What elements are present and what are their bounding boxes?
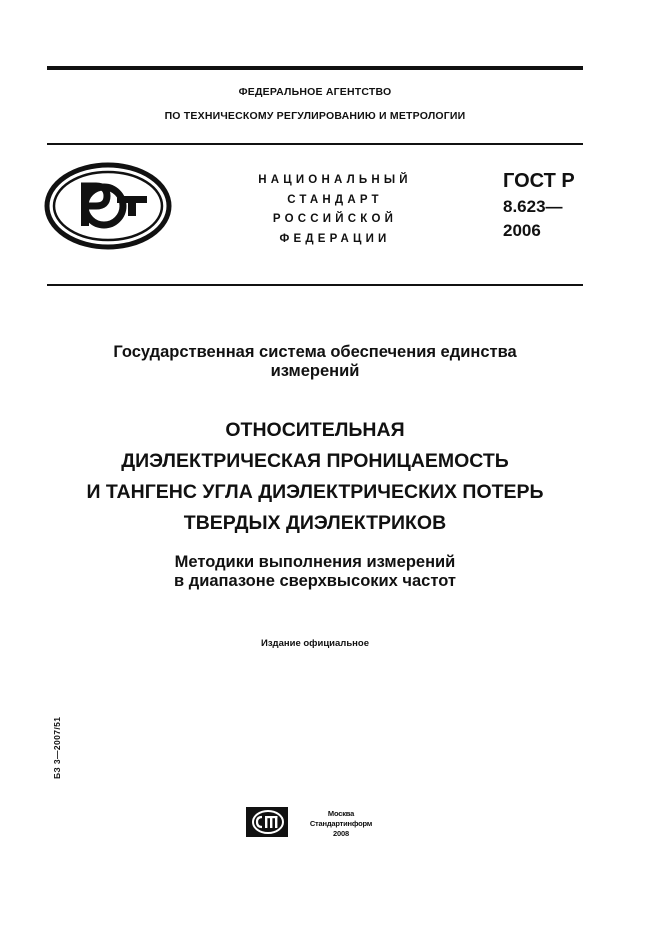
body-rule <box>47 284 583 286</box>
document-subtitle <box>47 553 583 591</box>
header-rule <box>47 143 583 145</box>
rst-certification-emblem-icon <box>44 162 172 250</box>
subtitle-line-1: Методики выполнения измерений <box>174 553 456 571</box>
series-line-2: измерений <box>270 362 360 380</box>
standard-code-line-2: 8.623— <box>503 197 563 216</box>
national-line-1: НАЦИОНАЛЬНЫЙ <box>258 174 412 186</box>
publisher-year: 2008 <box>333 829 349 838</box>
title-line-4: ТВЕРДЫХ ДИЭЛЕКТРИКОВ <box>183 512 447 534</box>
top-rule <box>47 66 583 70</box>
publisher-info <box>296 809 386 839</box>
agency-line-2: ПО ТЕХНИЧЕСКОМУ РЕГУЛИРОВАНИЮ И МЕТРОЛОГИИ <box>164 110 466 122</box>
title-line-3: И ТАНГЕНС УГЛА ДИЭЛЕКТРИЧЕСКИХ ПОТЕРЬ <box>86 481 544 503</box>
edition-note: Издание официальное <box>261 638 369 649</box>
publisher-name: Стандартинформ <box>309 819 373 828</box>
standartinform-logo-icon <box>246 807 288 837</box>
agency-line-1: ФЕДЕРАЛЬНОЕ АГЕНТСТВО <box>238 86 392 98</box>
side-registration-code: БЗ 3—2007/51 <box>52 716 62 779</box>
publisher-city: Москва <box>327 809 355 818</box>
national-line-2: СТАНДАРТ <box>287 194 383 206</box>
series-title <box>47 343 583 381</box>
standard-code-line-3: 2006 <box>503 221 541 240</box>
title-line-1: ОТНОСИТЕЛЬНАЯ <box>225 419 405 441</box>
document-title <box>47 415 583 539</box>
national-line-4: ФЕДЕРАЦИИ <box>279 233 391 245</box>
series-line-1: Государственная система обеспечения единства <box>113 343 517 361</box>
national-line-3: РОССИЙСКОЙ <box>272 213 398 225</box>
subtitle-line-2: в диапазоне сверхвысоких частот <box>174 572 456 590</box>
standard-code-line-1: ГОСТ Р <box>503 170 575 192</box>
title-line-2: ДИЭЛЕКТРИЧЕСКАЯ ПРОНИЦАЕМОСТЬ <box>121 450 509 472</box>
